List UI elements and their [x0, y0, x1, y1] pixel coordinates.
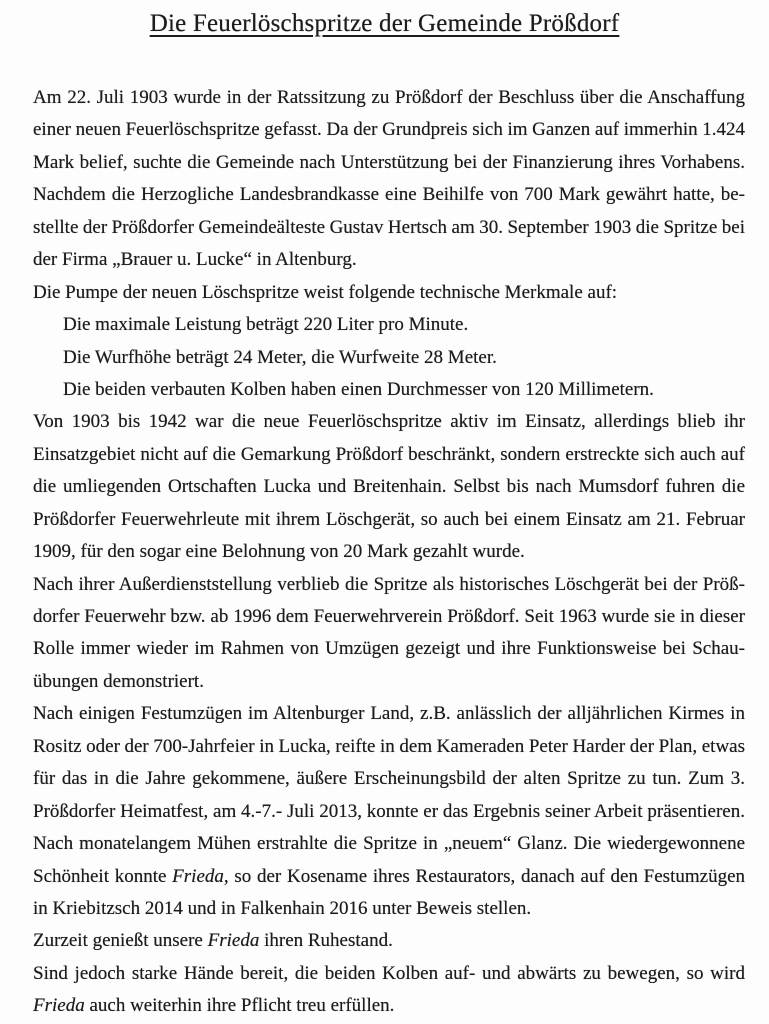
text-segment: 1909, für den sogar eine Belohnung von 20 Mark gezahlt wurde.: [33, 541, 525, 563]
text-line: [33, 277, 745, 309]
text-line: [33, 601, 745, 633]
text-segment: Die Wurfhöhe beträgt 24 Meter, die Wurfweite 28 Meter.: [63, 346, 497, 368]
text-line: [33, 439, 745, 471]
text-line: [33, 731, 745, 763]
text-segment: , so der Kosename ihres Restaurators, danach auf den Festumzügen: [223, 865, 745, 887]
text-line: [33, 374, 745, 406]
text-segment: die umliegenden Ortschaften Lucka und Breitenhain. Selbst bis nach Mumsdorf fuhren die: [33, 476, 745, 498]
text-line: [33, 114, 745, 146]
text-line: [33, 796, 745, 828]
text-segment: Nach monatelangem Mühen erstrahlte die Spritze in „neuem“ Glanz. Die wiedergewonnene: [33, 833, 745, 855]
text-line: [33, 147, 745, 179]
text-segment: ihren Ruhestand.: [259, 930, 393, 952]
text-segment: Mark belief, suchte die Gemeinde nach Unterstützung bei der Finanzierung ihres Vorhabens.: [33, 151, 745, 173]
text-line: [33, 179, 745, 211]
document-body: [33, 82, 745, 1023]
text-line: [33, 633, 745, 665]
text-segment: Prößdorfer Heimatfest, am 4.-7.- Juli 2013, konnte er das Ergebnis seiner Arbeit präsentieren.: [33, 800, 745, 822]
text-segment: Rositz oder der 700-Jahrfeier in Lucka, reifte in dem Kameraden Peter Harder der Plan, etwas: [33, 735, 745, 757]
italic-text-segment: Frieda: [33, 995, 85, 1017]
text-line: [33, 861, 745, 893]
text-segment: Rolle immer wieder im Rahmen von Umzügen gezeigt und ihre Funktionsweise bei Schau-: [33, 638, 745, 660]
text-line: [33, 309, 745, 341]
text-segment: Sind jedoch starke Hände bereit, die beiden Kolben auf- und abwärts zu bewegen, so wird: [33, 962, 745, 984]
text-line: [33, 893, 745, 925]
text-segment: übungen demonstriert.: [33, 670, 204, 692]
text-segment: Die beiden verbauten Kolben haben einen Durchmesser von 120 Millimetern.: [63, 378, 654, 400]
text-segment: Die maximale Leistung beträgt 220 Liter pro Minute.: [63, 314, 469, 336]
text-line: [33, 569, 745, 601]
text-line: [33, 828, 745, 860]
text-segment: Am 22. Juli 1903 wurde in der Ratssitzung zu Prößdorf der Beschluss über die Anschaffung: [33, 87, 745, 108]
text-segment: Prößdorfer Feuerwehrleute mit ihrem Löschgerät, so auch bei einem Einsatz am 21. Februar: [33, 508, 745, 530]
text-line: [33, 763, 745, 795]
text-line: [33, 536, 745, 568]
text-line: [33, 342, 745, 374]
text-segment: Nachdem die Herzogliche Landesbrandkasse eine Beihilfe von 700 Mark gewährt hatte, be-: [33, 184, 745, 206]
text-segment: für das in die Jahre gekommene, äußere Erscheinungsbild der alten Spritze zu tun. Zum 3.: [33, 768, 745, 790]
text-line: [33, 698, 745, 730]
document-title: Die Feuerlöschspritze der Gemeinde Prößdorf: [149, 10, 620, 37]
text-segment: Nach ihrer Außerdienststellung verblieb die Spritze als historisches Löschgerät bei der Pröß-: [33, 573, 745, 595]
text-segment: Nach einigen Festumzügen im Altenburger Land, z.B. anlässlich der alljährlichen Kirmes in: [33, 703, 745, 725]
text-segment: Die Pumpe der neuen Löschspritze weist folgende technische Merkmale auf:: [33, 281, 618, 303]
text-line: [33, 504, 745, 536]
text-segment: Einsatzgebiet nicht auf die Gemarkung Prößdorf beschränkt, sondern erstreckte sich auch auf: [33, 443, 745, 465]
text-segment: der Firma „Brauer u. Lucke“ in Altenburg.: [33, 249, 357, 271]
text-line: [33, 471, 745, 503]
text-line: [33, 666, 745, 698]
text-line: [33, 82, 745, 114]
text-line: [33, 212, 745, 244]
text-segment: stellte der Prößdorfer Gemeindeälteste Gustav Hertsch am 30. September 1903 die Spritze bei: [33, 216, 745, 238]
text-segment: Von 1903 bis 1942 war die neue Feuerlöschspritze aktiv im Einsatz, allerdings blieb ihr: [33, 411, 745, 433]
text-line: [33, 406, 745, 438]
text-segment: auch weiterhin ihre Pflicht treu erfüllen.: [84, 995, 395, 1017]
text-segment: Zurzeit genießt unsere: [33, 930, 208, 952]
text-segment: in Kriebitzsch 2014 und in Falkenhain 2016 unter Beweis stellen.: [33, 897, 532, 919]
text-line: [33, 958, 745, 990]
text-line: [33, 990, 745, 1022]
italic-text-segment: Frieda: [207, 930, 260, 952]
italic-text-segment: Frieda: [172, 865, 224, 887]
text-line: [33, 925, 745, 957]
text-line: [33, 244, 745, 276]
text-segment: einer neuen Feuerlöschspritze gefasst. Da der Grundpreis sich im Ganzen auf immerhin 1.424: [33, 119, 745, 141]
text-segment: dorfer Feuerwehr bzw. ab 1996 dem Feuerwehrverein Prößdorf. Seit 1963 wurde sie in dieser: [33, 606, 745, 627]
text-segment: Schönheit konnte: [33, 865, 173, 887]
